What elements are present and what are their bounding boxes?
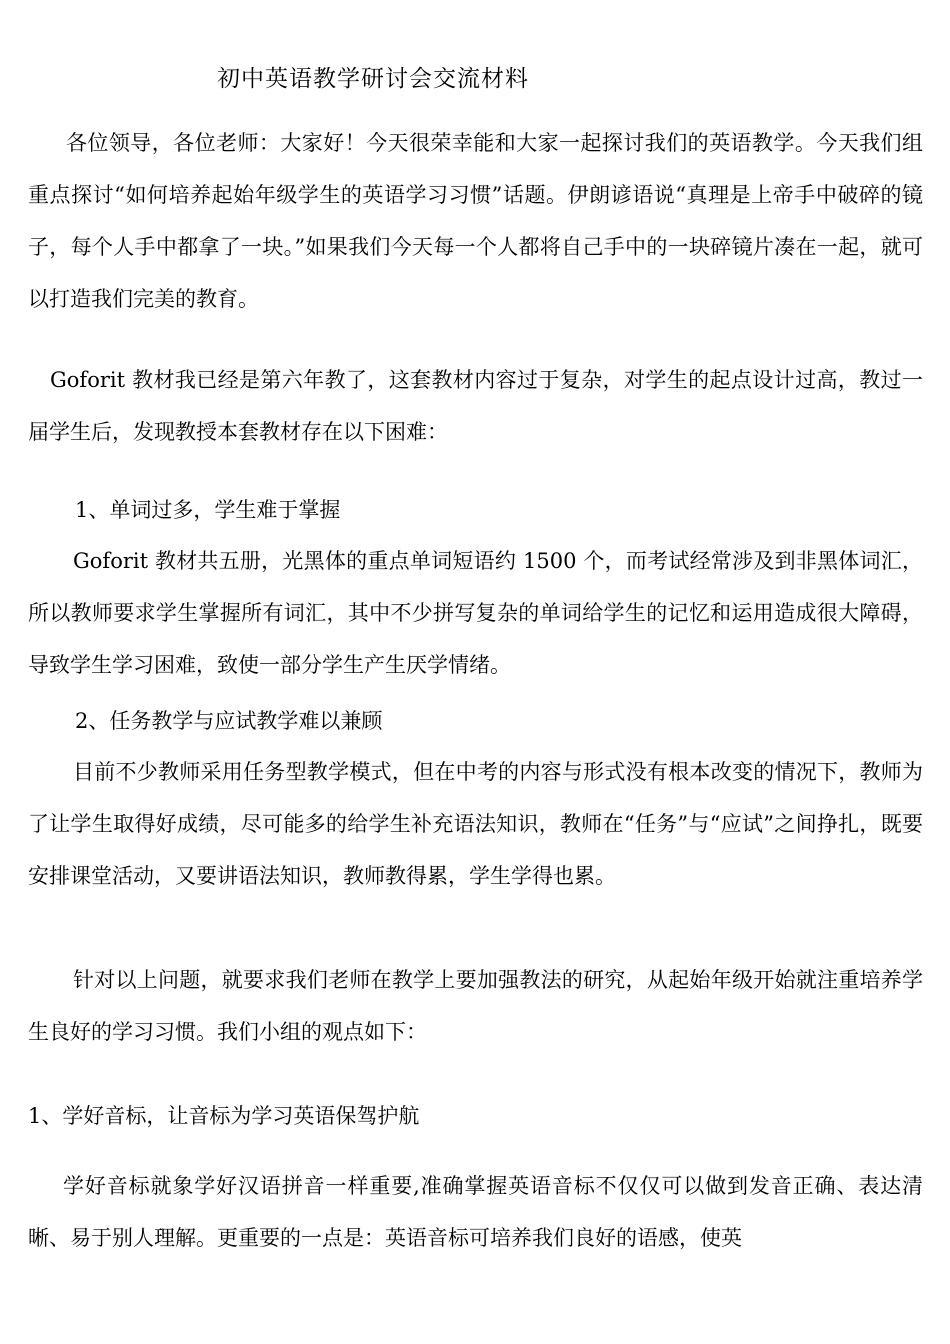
paragraph-phonetics: 学好音标就象学好汉语拼音一样重要,准确掌握英语音标不仅仅可以做到发音正确、表达清晰、易于别人理解。更重要的一点是：英语音标可培养我们良好的语感，使英 bbox=[28, 1174, 923, 1250]
heading-difficulty-1: 1、单词过多，学生难于掌握 bbox=[75, 498, 341, 522]
heading-phonetics: 1、学好音标，让音标为学习英语保驾护航 bbox=[28, 1104, 420, 1128]
paragraph-task-teaching: 目前不少教师采用任务型教学模式，但在中考的内容与形式没有根本改变的情况下，教师为了让学生取得好成绩，尽可能多的给学生补充语法知识，教师在“任务”与“应试”之间挣扎，既要安排课堂活动，又要讲语法知识，教师教得累，学生学得也累。 bbox=[28, 760, 923, 888]
document-title: 初中英语教学研讨会交流材料 bbox=[217, 66, 529, 92]
heading-difficulty-2: 2、任务教学与应试教学难以兼顾 bbox=[75, 709, 383, 733]
paragraph-textbook-intro: Goforit 教材我已经是第六年教了，这套教材内容过于复杂，对学生的起点设计过高，教过一届学生后，发现教授本套教材存在以下困难： bbox=[28, 368, 923, 444]
paragraph-problems: 针对以上问题，就要求我们老师在教学上要加强教法的研究，从起始年级开始就注重培养学生良好的学习习惯。我们小组的观点如下： bbox=[28, 968, 923, 1044]
paragraph-vocabulary: Goforit 教材共五册，光黑体的重点单词短语约 1500 个，而考试经常涉及到非黑体词汇，所以教师要求学生掌握所有词汇，其中不少拼写复杂的单词给学生的记忆和运用造成很大障碍，导致学生学习困难，致使一部分学生产生厌学情绪。 bbox=[28, 549, 923, 677]
paragraph-greeting: 各位领导，各位老师：大家好！今天很荣幸能和大家一起探讨我们的英语教学。今天我们组重点探讨“如何培养起始年级学生的英语学习习惯”话题。伊朗谚语说“真理是上帝手中破碎的镜子，每个人手中都拿了一块。”如果我们今天每一个人都将自己手中的一块碎镜片凑在一起，就可以打造我们完美的教育。 bbox=[28, 131, 923, 311]
